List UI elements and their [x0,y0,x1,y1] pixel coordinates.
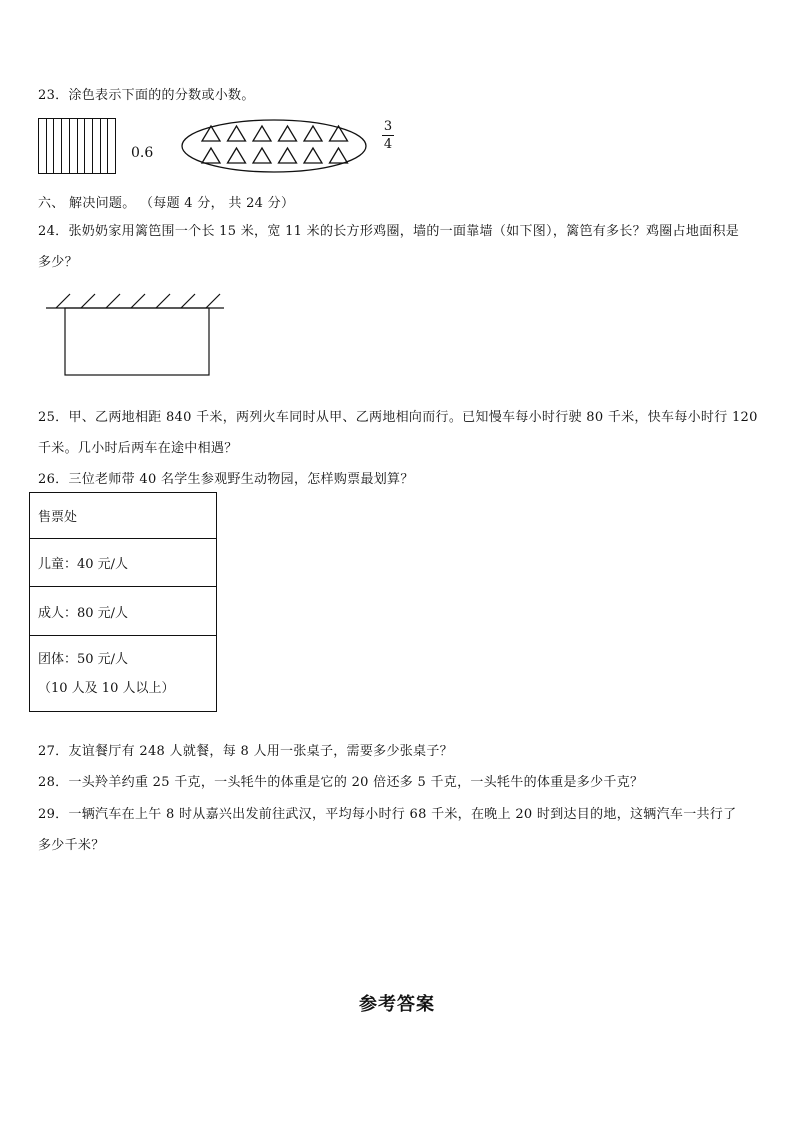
triangle-shape [253,126,271,141]
triangle-shape [202,148,220,163]
wall-hatching [56,294,220,308]
fraction [382,119,394,152]
triangle-shape [330,148,348,163]
q28-text: 28．一头羚羊约重 25 千克，一头牦牛的体重是它的 20 倍还多 5 千克，一头牦牛的体重是多少千克？ [38,775,644,790]
q29-line1: 29．一辆汽车在上午 8 时从嘉兴出发前往武汉，平均每小时行 68 千米，在晚上 20 时到达目的地，这辆汽车一共行了 [38,807,737,822]
q27-text: 27．友谊餐厅有 248 人就餐，每 8 人用一张桌子，需要多少张桌子？ [38,744,453,759]
pen-rectangle [65,308,209,375]
group-note: （10 人及 10 人以上） [38,680,175,696]
triangle-shape [279,148,297,163]
triangle-shape [304,126,322,141]
wall-rectangle-diagram [44,290,228,380]
q25-line2: 千米。几小时后两车在途中相遇？ [38,441,238,456]
section-six-heading: 六、 解决问题。 （每题 4 分， 共 24 分） [38,196,295,211]
group-price-cell [30,636,217,712]
decimal-label: 0.6 [131,145,154,161]
triangle-ellipse [180,118,370,174]
triangle-shape [330,126,348,141]
q24-line1: 24．张奶奶家用篱笆围一个长 15 米，宽 11 米的长方形鸡圈，墙的一面靠墙（如下图），篱笆有多长？鸡圈占地面积是 [38,224,740,239]
fraction-denominator: 4 [383,137,393,152]
fraction-bar [382,135,394,136]
q25-line1: 25．甲、乙两地相距 840 千米，两列火车同时从甲、乙两地相向而行。已知慢车每小时行驶 80 千米，快车每小时行 120 [38,410,758,425]
triangle-shape [253,148,271,163]
answers-title: 参考答案 [359,994,435,1015]
group-price: 团体：50 元/人 [38,651,129,667]
child-price: 儿童：40 元/人 [30,539,217,587]
q23-text: 23．涂色表示下面的的分数或小数。 [38,88,255,103]
adult-price: 成人：80 元/人 [30,587,217,636]
triangle-shape [228,148,246,163]
triangle-shape [304,148,322,163]
ticket-price-table [29,492,217,712]
triangle-shape [279,126,297,141]
striped-rectangle [38,118,116,174]
q26-text: 26．三位老师带 40 名学生参观野生动物园，怎样购票最划算？ [38,472,414,487]
fraction-numerator: 3 [383,119,393,134]
q24-line2: 多少？ [38,255,78,270]
q29-line2: 多少千米？ [38,838,105,853]
ticket-office-header: 售票处 [30,493,217,539]
triangle-shape [228,126,246,141]
